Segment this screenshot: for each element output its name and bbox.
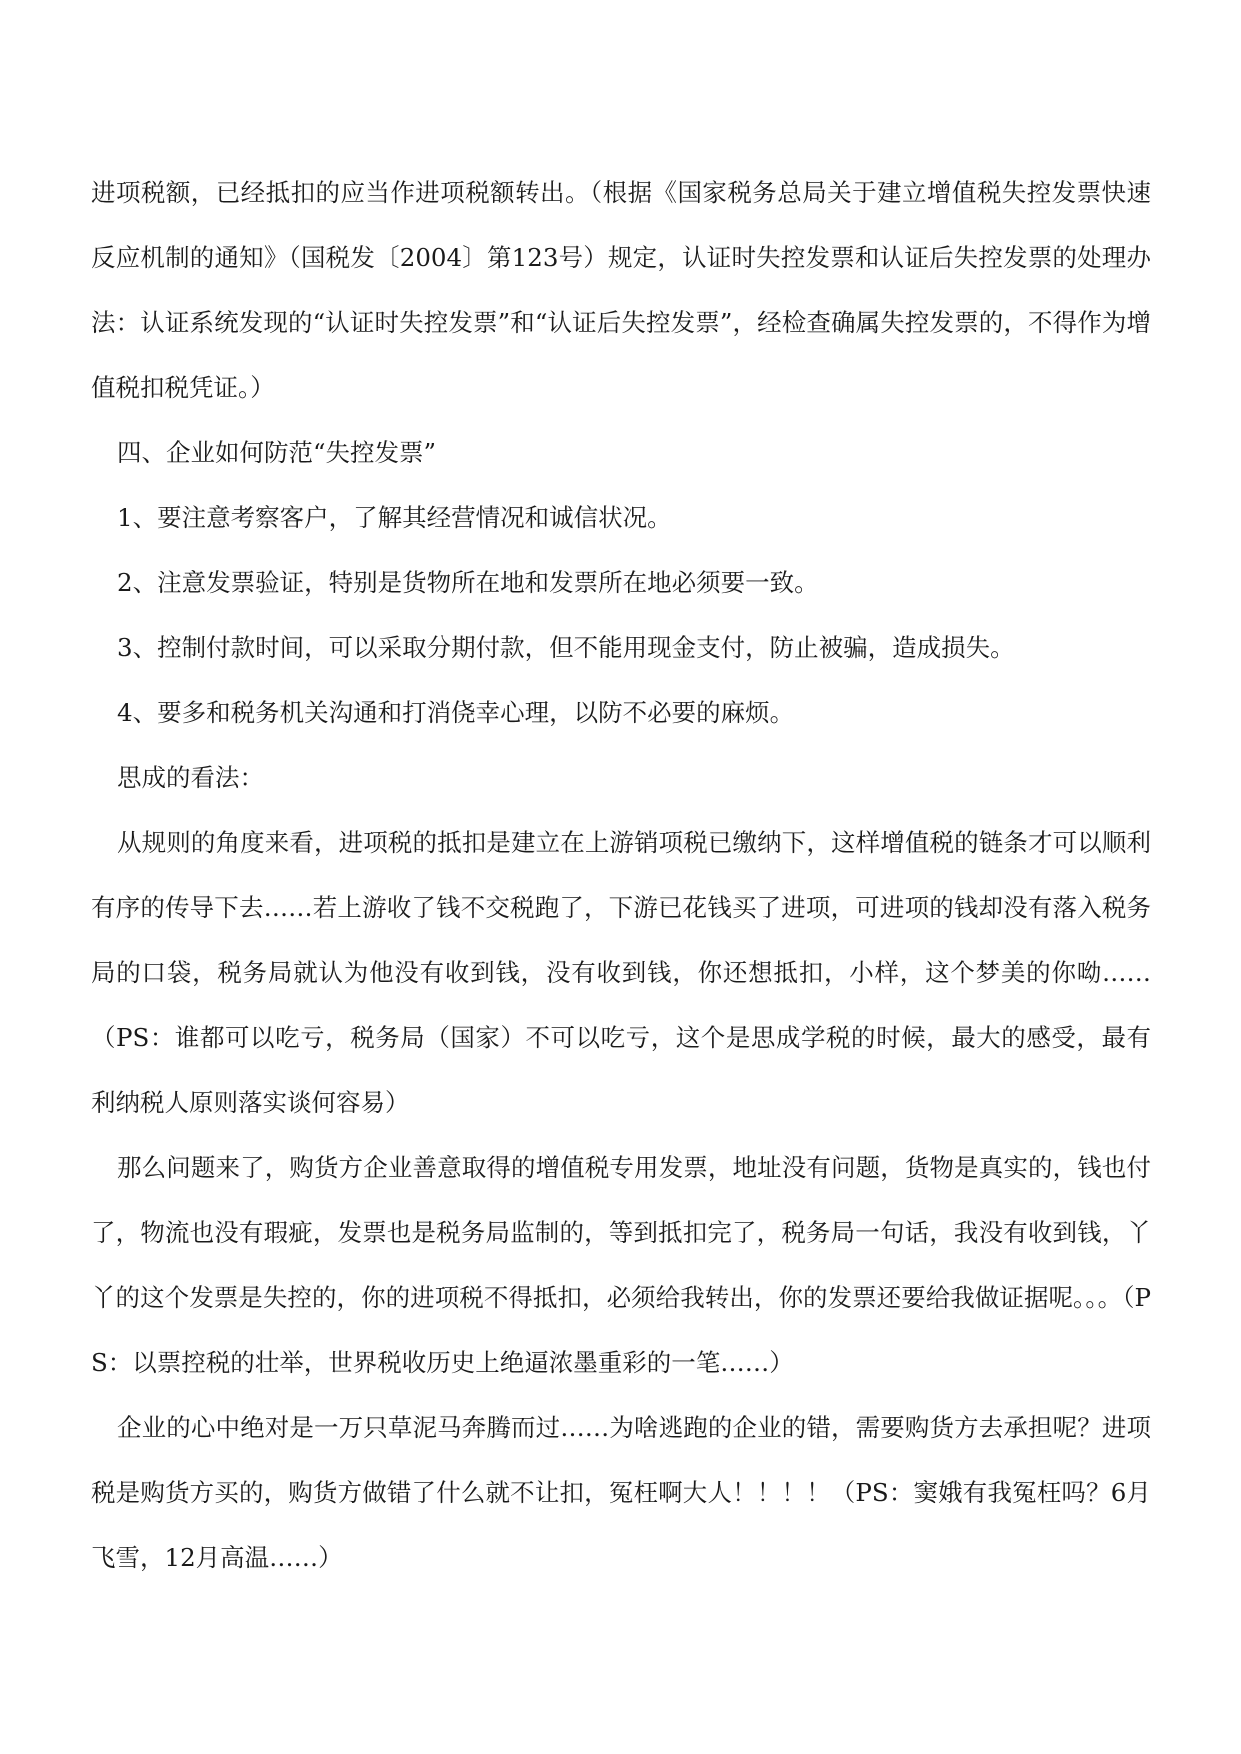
list-item-3: 3、控制付款时间，可以采取分期付款，但不能用现金支付，防止被骗，造成损失。 [117,633,1015,662]
paragraph-enterprise-feeling: 企业的心中绝对是一万只草泥马奔腾而过……为啥逃跑的企业的错，需要购货方去承担呢？进项税是购货方买的，购货方做错了什么就不让扣，冤枉啊大人！！！！（PS：窦娥有我冤枉吗？6月飞雪，12月高温……） [91,1413,1151,1572]
opinion-heading: 思成的看法： [117,763,264,792]
list-item-1: 1、要注意考察客户，了解其经营情况和诚信状况。 [117,503,672,532]
document-body [91,160,1151,1590]
paragraph-rule-perspective: 从规则的角度来看，进项税的抵扣是建立在上游销项税已缴纳下，这样增值税的链条才可以顺利有序的传导下去……若上游收了钱不交税跑了，下游已花钱买了进项，可进项的钱却没有落入税务局的口袋，税务局就认为他没有收到钱，没有收到钱，你还想抵扣，小样，这个梦美的你呦……（PS：谁都可以吃亏，税务局（国家）不可以吃亏，这个是思成学税的时候，最大的感受，最有利纳税人原则落实谈何容易） [91,828,1151,1117]
paragraph-problem: 那么问题来了，购货方企业善意取得的增值税专用发票，地址没有问题，货物是真实的，钱也付了，物流也没有瑕疵，发票也是税务局监制的，等到抵扣完了，税务局一句话，我没有收到钱，丫丫的这个发票是失控的，你的进项税不得抵扣，必须给我转出，你的发票还要给我做证据呢。。。（PS：以票控税的壮举，世界税收历史上绝逼浓墨重彩的一笔……） [91,1153,1151,1377]
list-item-4: 4、要多和税务机关沟通和打消侥幸心理，以防不必要的麻烦。 [117,698,795,727]
paragraph-invoice-rules: 进项税额，已经抵扣的应当作进项税额转出。（根据《国家税务总局关于建立增值税失控发票快速反应机制的通知》（国税发〔2004〕第123号）规定，认证时失控发票和认证后失控发票的处理办法：认证系统发现的“认证时失控发票”和“认证后失控发票”，经检查确属失控发票的，不得作为增值税扣税凭证。） [91,178,1151,402]
list-item-2: 2、注意发票验证，特别是货物所在地和发票所在地必须要一致。 [117,568,819,597]
section-heading-prevention: 四、企业如何防范“失控发票” [117,438,437,467]
